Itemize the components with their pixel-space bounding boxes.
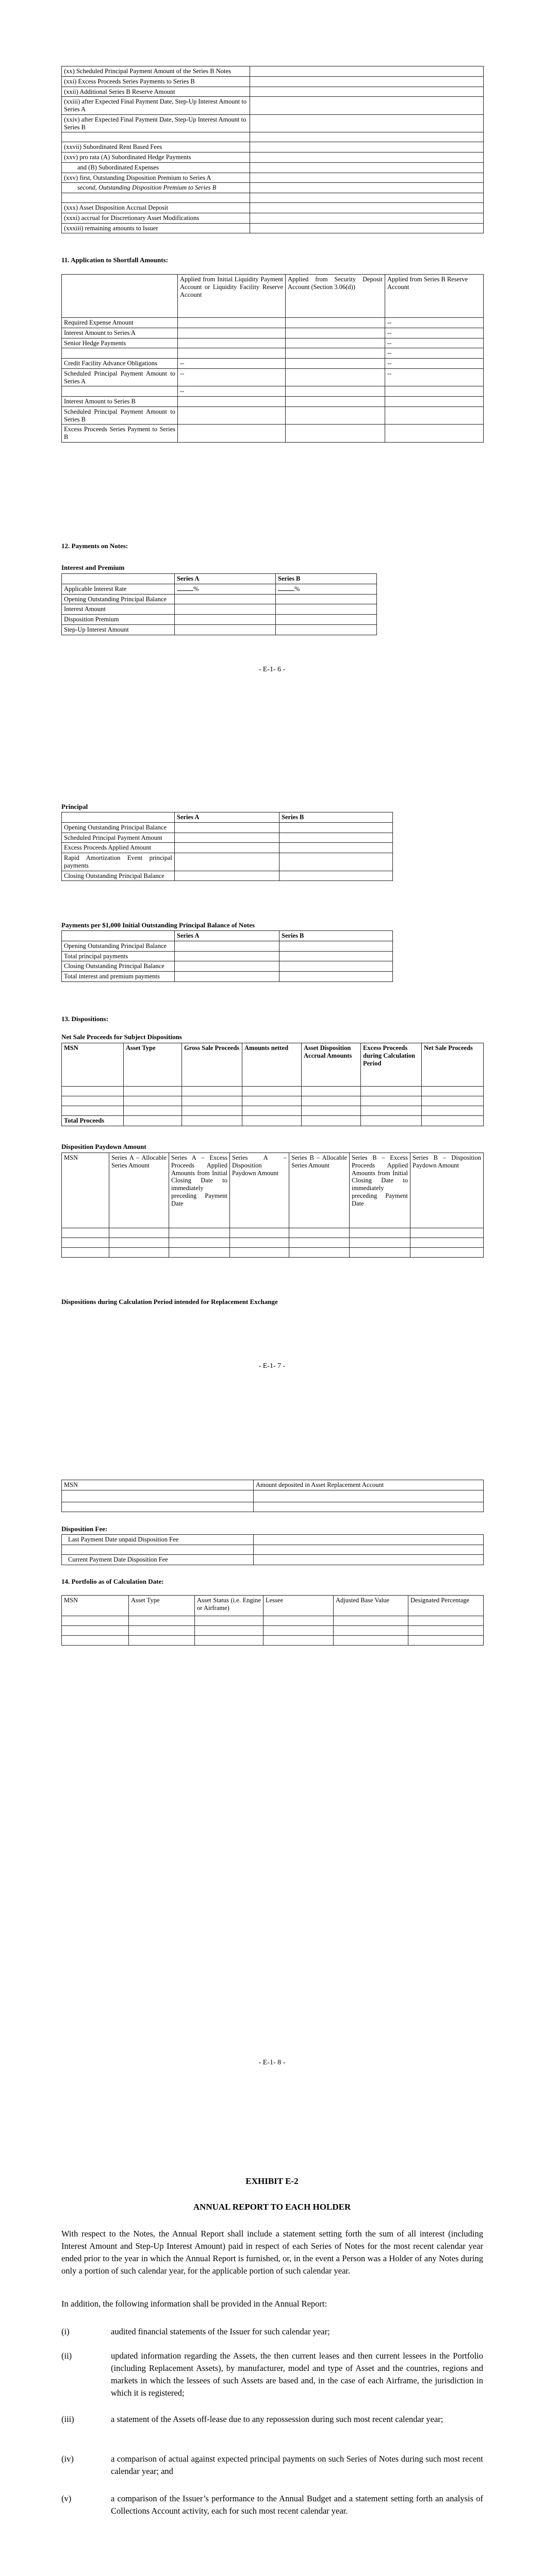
column-header: Asset Type: [124, 1043, 182, 1087]
section-14-heading: 14. Portfolio as of Calculation Date:: [61, 1578, 164, 1585]
exhibit-second-paragraph: In addition, the following information shall be provided in the Annual Report:: [61, 2299, 327, 2309]
row-label: Opening Outstanding Principal Balance: [62, 941, 175, 951]
list-item-text: a comparison of actual against expected principal payments on such Series of Notes during such most recent calendar year; and: [111, 2454, 483, 2476]
table-cell: (xxv) pro rata (A) Subordinated Hedge Payments: [62, 152, 250, 163]
row-label: Opening Outstanding Principal Balance: [62, 822, 175, 833]
section-13-heading: 13. Dispositions:: [61, 1015, 109, 1023]
interest-premium-table: Series A Series B Applicable Interest Rate % % Opening Outstanding Principal Balance Interest Amount Disposition Premium Step-Up Interest Amount: [61, 573, 377, 635]
disposition-fee-table: [61, 1534, 484, 1565]
exhibit-intro-paragraph: With respect to the Notes, the Annual Report shall include a statement setting forth the sum of all interest (including Interest Amount and Step-Up Interest Amount) paid in respect of each Series of Notes for the most recent calendar year ended prior to the year in which the Annual Report is furnished, or, in the event a Person was a Holder of any Notes during only a portion of such calendar year, for the applicable portion of such calendar year.: [61, 2229, 483, 2276]
row-label: Required Expense Amount: [62, 318, 178, 328]
column-header: Series A: [175, 574, 276, 584]
row-label: Interest Amount to Series B: [62, 397, 178, 407]
row-label: Last Payment Date unpaid Disposition Fee: [62, 1535, 254, 1545]
column-header: Series A: [175, 812, 279, 823]
list-item-number: (v): [61, 2494, 72, 2503]
list-item-number: (iii): [61, 2414, 74, 2424]
net-sale-proceeds-subheading: Net Sale Proceeds for Subject Dispositions: [61, 1033, 182, 1041]
column-header: Series B: [279, 812, 393, 823]
table-cell: (xxiv) after Expected Final Payment Date, Step-Up Interest Amount to Series B: [62, 114, 250, 132]
section-10-continuation-table: [61, 66, 484, 233]
table-cell: (xxvii) Subordinated Rent Based Fees: [62, 142, 250, 152]
table-cell: (xxi) Excess Proceeds Series Payments to Series B: [62, 76, 250, 87]
page-number: - E-1- 8 -: [258, 2059, 286, 2066]
rate-input-blank: [278, 590, 294, 591]
column-header: Series B – Disposition Paydown Amount: [410, 1153, 484, 1228]
table-cell: (xxiii) after Expected Final Payment Date, Step-Up Interest Amount to Series A: [62, 97, 250, 115]
column-header: Series A – Disposition Paydown Amount: [230, 1153, 289, 1228]
column-header: Series B: [279, 931, 393, 941]
table-cell: (xxx) Asset Disposition Accrual Deposit: [62, 203, 250, 213]
row-label: Interest Amount: [62, 604, 175, 615]
column-header: MSN: [62, 1043, 124, 1087]
disposition-paydown-table: [61, 1153, 484, 1258]
column-header: Asset Disposition Accrual Amounts: [302, 1043, 361, 1087]
table-cell: and (B) Subordinated Expenses: [62, 162, 250, 173]
list-item-number: (iv): [61, 2454, 74, 2464]
table-cell: [62, 132, 250, 142]
row-label: Rapid Amortization Event principal payments: [62, 853, 175, 871]
row-label: Closing Outstanding Principal Balance: [62, 961, 175, 972]
per-1000-table: [61, 930, 393, 982]
column-header: Asset Type: [129, 1596, 195, 1616]
column-header: MSN: [62, 1153, 109, 1228]
row-label: Step-Up Interest Amount: [62, 624, 175, 635]
column-header: Applied from Initial Liquidity Payment Account or Liquidity Facility Reserve Account: [178, 275, 286, 318]
per-1000-subheading: Payments per $1,000 Initial Outstanding Principal Balance of Notes: [61, 921, 255, 929]
portfolio-table: [61, 1595, 484, 1646]
row-label: Current Payment Date Disposition Fee: [62, 1554, 254, 1565]
row-label: Credit Facility Advance Obligations: [62, 359, 178, 369]
net-sale-proceeds-table: [61, 1043, 484, 1126]
page-number: - E-1- 6 -: [258, 666, 286, 673]
table-cell: (xxxi) accrual for Discretionary Asset Modifications: [62, 213, 250, 223]
column-header: Series B: [276, 574, 377, 584]
exhibit-title: ANNUAL REPORT TO EACH HOLDER: [193, 2202, 351, 2212]
column-header: Series A: [175, 931, 279, 941]
column-header: Applied from Series B Reserve Account: [385, 275, 484, 318]
row-label: Senior Hedge Payments: [62, 338, 178, 348]
row-label: Disposition Premium: [62, 615, 175, 625]
row-label: Scheduled Principal Payment Amount to Series B: [62, 406, 178, 425]
rate-input-blank: [177, 590, 193, 591]
row-label: Total interest and premium payments: [62, 972, 175, 982]
interest-premium-subheading: Interest and Premium: [61, 564, 125, 571]
column-header: Series B – Allocable Series Amount: [289, 1153, 350, 1228]
row-label: Interest Amount to Series A: [62, 328, 178, 338]
row-label: Scheduled Principal Payment Amount: [62, 833, 175, 843]
column-header: Applied from Security Deposit Account (Section 3.06(d)): [286, 275, 385, 318]
list-item-number: (i): [61, 2327, 70, 2336]
row-label: Total principal payments: [62, 951, 175, 961]
principal-subheading: Principal: [61, 803, 88, 810]
disposition-paydown-subheading: Disposition Paydown Amount: [61, 1143, 146, 1150]
section-11-heading: 11. Application to Shortfall Amounts:: [61, 256, 168, 264]
list-item-text: audited financial statements of the Issuer for such calendar year;: [111, 2327, 330, 2336]
column-header: Asset Status (i.e. Engine or Airframe): [195, 1596, 263, 1616]
row-label: Excess Proceeds Series Payment to Series B: [62, 425, 178, 443]
list-item-number: (ii): [61, 2351, 72, 2361]
column-header: Series B – Excess Proceeds Applied Amounts from Initial Closing Date to immediately preceding Payment Date: [350, 1153, 410, 1228]
column-header: Amount deposited in Asset Replacement Account: [254, 1480, 484, 1490]
column-header: MSN: [62, 1596, 129, 1616]
shortfall-table: Applied from Initial Liquidity Payment Account or Liquidity Facility Reserve Account Applied from Security Deposit Account (Section 3.06(d)) Applied from Series B Reserve Account Required Expense Amount -- Interest Amount to Series A -- Senior Hedge Payments -- -- Credit Facility Advance Obligations -- -- Scheduled Principal Payment Amount to Series A -- -- -- Interest Amount to Series B Scheduled Principal Payment Amount to Series B Excess Proceeds Series Payment to Series B: [61, 274, 484, 443]
column-header: Series A – Allocable Series Amount: [109, 1153, 169, 1228]
row-label: Closing Outstanding Principal Balance: [62, 871, 175, 881]
list-item-text: a statement of the Assets off-lease due to any repossession during such most recent calendar year;: [111, 2414, 443, 2424]
column-header: Net Sale Proceeds: [422, 1043, 484, 1087]
row-label: Opening Outstanding Principal Balance: [62, 594, 175, 604]
row-label: Applicable Interest Rate: [62, 584, 175, 594]
column-header: MSN: [62, 1480, 254, 1490]
replacement-exchange-subheading: Dispositions during Calculation Period intended for Replacement Exchange: [61, 1298, 278, 1306]
row-label: [62, 348, 178, 359]
column-header: Adjusted Base Value: [334, 1596, 408, 1616]
list-item-text: a comparison of the Issuer’s performance to the Annual Budget and a statement setting forth an analysis of Collections Account activity, each for such most recent calendar year.: [111, 2494, 483, 2516]
column-header: Amounts netted: [242, 1043, 302, 1087]
exhibit-label: EXHIBIT E-2: [245, 2176, 299, 2186]
table-cell: (xxii) Additional Series B Reserve Amount: [62, 87, 250, 97]
row-label: [62, 386, 178, 397]
disposition-fee-subheading: Disposition Fee:: [61, 1525, 108, 1533]
row-label: Excess Proceeds Applied Amount: [62, 843, 175, 853]
column-header: Lessee: [263, 1596, 334, 1616]
page-number: - E-1- 7 -: [258, 1362, 286, 1370]
principal-table: [61, 812, 393, 881]
column-header: Designated Percentage: [408, 1596, 484, 1616]
table-cell: (xxxiii) remaining amounts to Issuer: [62, 223, 250, 233]
replacement-exchange-table: [61, 1480, 484, 1512]
table-cell: [62, 193, 250, 203]
table-cell: (xx) Scheduled Principal Payment Amount of the Series B Notes: [62, 66, 250, 77]
column-header: Excess Proceeds during Calculation Period: [361, 1043, 422, 1087]
total-proceeds-label: Total Proceeds: [62, 1116, 124, 1126]
row-label: Scheduled Principal Payment Amount to Series A: [62, 368, 178, 386]
section-12-heading: 12. Payments on Notes:: [61, 542, 128, 550]
column-header: Series A – Excess Proceeds Applied Amounts from Initial Closing Date to immediately preceding Payment Date: [169, 1153, 230, 1228]
list-item-text: updated information regarding the Assets, the then current leases and then current lessees in the Portfolio (including Replacement Assets), by manufacturer, model and type of Asset and the countries, regions and markets in which the lessees of such Assets are based and, in the case of each Airframe, the jurisdiction in which it is registered;: [111, 2351, 483, 2398]
table-cell: second, Outstanding Disposition Premium to Series B: [62, 183, 250, 193]
column-header: Gross Sale Proceeds: [182, 1043, 242, 1087]
table-cell: (xxv) first, Outstanding Disposition Premium to Series A: [62, 173, 250, 183]
